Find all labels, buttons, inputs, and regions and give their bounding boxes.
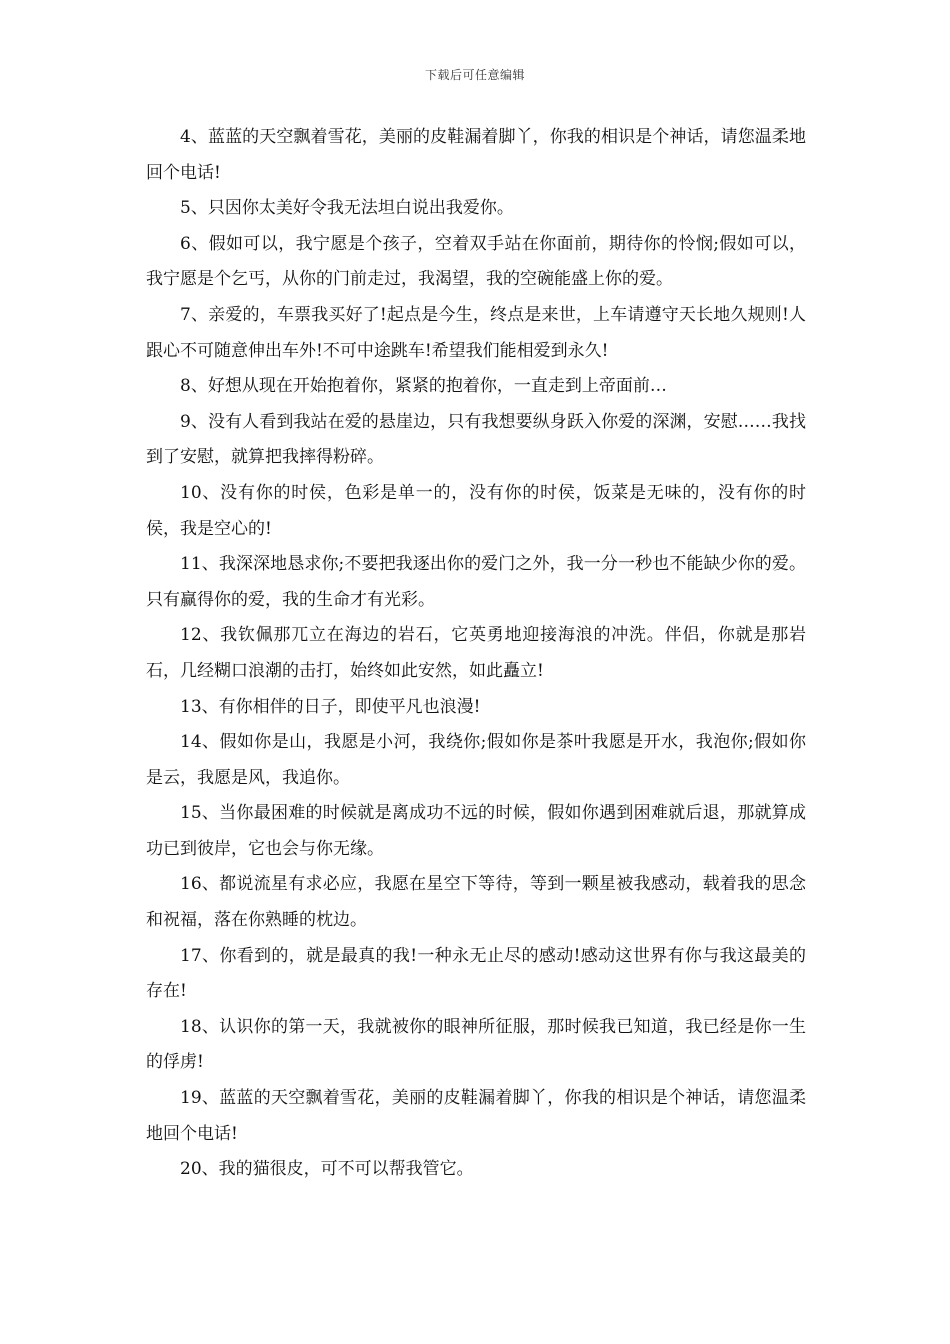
paragraph-15: 15、当你最困难的时候就是离成功不远的时候，假如你遇到困难就后退，那就算成功已到彼岸，它也会与你无缘。: [146, 803, 806, 859]
header-note: 下载后可任意编辑: [424, 68, 525, 82]
paragraph-7: 7、亲爱的，车票我买好了!起点是今生，终点是来世，上车请遵守天长地久规则!人跟心不可随意伸出车外!不可中途跳车!希望我们能相爱到永久!: [146, 304, 806, 361]
paragraph-10: 10、没有你的时侯，色彩是单一的，没有你的时侯，饭菜是无味的，没有你的时侯，我是空心的!: [146, 482, 806, 539]
paragraph-17: 17、你看到的，就是最真的我!一种永无止尽的感动!感动这世界有你与我这最美的存在!: [146, 945, 806, 1002]
paragraph-19: 19、蓝蓝的天空飘着雪花，美丽的皮鞋漏着脚丫，你我的相识是个神话，请您温柔地回个电话!: [146, 1088, 806, 1144]
paragraph-11: 11、我深深地恳求你;不要把我逐出你的爱门之外，我一分一秒也不能缺少你的爱。只有赢得你的爱，我的生命才有光彩。: [146, 554, 806, 610]
paragraph-5: 5、只因你太美好令我无法坦白说出我爱你。: [180, 198, 514, 219]
paragraph-12: 12、我钦佩那兀立在海边的岩石，它英勇地迎接海浪的冲洗。伴侣，你就是那岩石，几经糊口浪潮的击打，始终如此安然，如此矗立!: [146, 625, 806, 681]
paragraph-9: 9、没有人看到我站在爱的悬崖边，只有我想要纵身跃入你爱的深渊，安慰……我找到了安慰，就算把我摔得粉碎。: [146, 411, 806, 468]
document-body: [146, 120, 806, 1188]
paragraph-13: 13、有你相伴的日子，即使平凡也浪漫!: [180, 696, 481, 717]
paragraph-18: 18、认识你的第一天，我就被你的眼神所征服，那时候我已知道，我已经是你一生的俘虏!: [146, 1016, 806, 1073]
paragraph-16: 16、都说流星有求必应，我愿在星空下等待，等到一颗星被我感动，载着我的思念和祝福，落在你熟睡的枕边。: [146, 874, 806, 931]
paragraph-8: 8、好想从现在开始抱着你，紧紧的抱着你，一直走到上帝面前…: [180, 376, 667, 397]
paragraph-6: 6、假如可以，我宁愿是个孩子，空着双手站在你面前，期待你的怜悯;假如可以，我宁愿是个乞丐，从你的门前走过，我渴望，我的空碗能盛上你的爱。: [146, 233, 806, 290]
paragraph-14: 14、假如你是山，我愿是小河，我绕你;假如你是茶叶我愿是开水，我泡你;假如你是云，我愿是风，我追你。: [146, 732, 806, 788]
paragraph-4: 4、蓝蓝的天空飘着雪花，美丽的皮鞋漏着脚丫，你我的相识是个神话，请您温柔地回个电话!: [146, 127, 806, 183]
paragraph-20: 20、我的猫很皮，可不可以帮我管它。: [180, 1159, 474, 1180]
